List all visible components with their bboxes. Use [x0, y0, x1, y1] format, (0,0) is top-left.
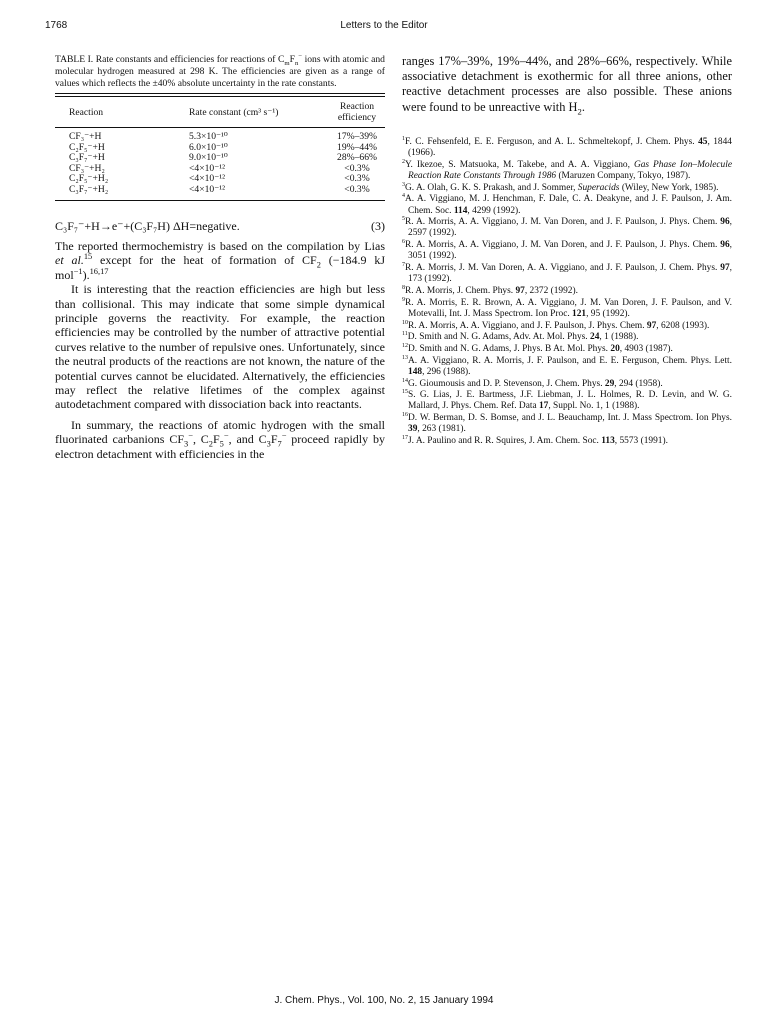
reference-item: $^{17}$J. A. Paulino and R. R. Squires, J. Am. Chem. Soc. 113, 5573 (1991). [402, 434, 668, 447]
reference-item: $^{13}$A. A. Viggiano, R. A. Morris, J. F. Paulson, and E. E. Ferguson, Chem. Phys. Lett. 148, 296 (1988). [402, 354, 732, 377]
left-body-text [55, 239, 385, 461]
table-row: C₃F₇⁻+H 9.0×10⁻¹⁰ 28%–66% [69, 152, 377, 163]
table-header-row [55, 97, 385, 128]
col-header-efficiency: Reaction efficiency [337, 101, 377, 123]
reference-number: 10 [402, 319, 408, 326]
page-footer: J. Chem. Phys., Vol. 100, No. 2, 15 January 1994 [274, 995, 494, 1006]
reference-item: $^1$F. C. Fehsenfeld, E. E. Ferguson, and A. L. Schmeltekopf, J. Chem. Phys. 45, 1844 (1966). [402, 135, 732, 159]
table-row: C₂F₅⁻+H₂ <4×10⁻¹² <0.3% [69, 173, 370, 184]
reference-number: 4 [402, 193, 405, 200]
reference-item: $^3$G. A. Olah, G. K. S. Prakash, and J. Sommer, Superacids (Wiley, New York, 1985). [402, 181, 719, 193]
reference-number: 13 [402, 354, 408, 361]
reference-number: 11 [402, 331, 408, 338]
right-body-text [402, 54, 732, 115]
col-header-rate: Rate constant (cm³ s⁻¹) [189, 106, 279, 118]
reference-number: 5 [402, 216, 405, 223]
table-row: C₃F₇⁻+H₂ <4×10⁻¹² <0.3% [69, 183, 370, 195]
reference-item: $^{11}$D. Smith and N. G. Adams, Adv. At. Mol. Phys. 24, 1 (1988). [402, 331, 639, 343]
reference-number: 3 [402, 181, 405, 188]
equation-text: C₃F₇⁻+H→e⁻+(C₃F₇H) ΔH=negative. [55, 219, 240, 233]
table-row: CF₃⁻+H₂ <4×10⁻¹² <0.3% [69, 162, 370, 174]
table-row: C₂F₅⁻+H 6.0×10⁻¹⁰ 19%–44% [69, 141, 377, 153]
reference-number: 6 [402, 239, 405, 246]
paragraph: It is interesting that the reaction efficiencies are high but less than collisional. This may indicate that some simple dynamical principle governs the reactivity. For example, the reaction efficiencies may be controlled by the number of attractive potential curves relative to the number of repulsive ones. Unfortunately, since the neutral products of the reactions are not known, the nature of the potential curves cannot be elucidated. Alternatively, the efficiencies may reflect the relative lifetimes of the complex against autodetachment compared with dissociation back into reactants. [55, 282, 385, 412]
rate-table [55, 97, 385, 200]
reference-item: $^{15}$S. G. Lias, J. E. Bartmess, J.F. Liebman, J. L. Holmes, R. D. Levin, and W. G. Mallard, J. Phys. Chem. Ref. Data 17, Suppl. No. 1, 1 (1988). [402, 389, 732, 412]
running-header: Letters to the Editor [340, 20, 428, 31]
reference-number: 16 [402, 412, 408, 419]
reference-number: 8 [402, 284, 405, 291]
reference-item: $^{16}$D. W. Berman, D. S. Bomse, and J. L. Beauchamp, Int. J. Mass Spectrom. Ion Phys. 39, 263 (1981). [402, 412, 732, 435]
equation-3 [55, 219, 385, 233]
paragraph: In summary, the reactions of atomic hydrogen with the small fluorinated carbanions $CF_3^-$, $C_2F_5^-$, and $C_3F_7^-$ proceed rapidly by electron detachment with efficiencies in the [55, 417, 385, 461]
reference-item: $^4$A. A. Viggiano, M. J. Henchman, F. Dale, C. A. Deakyne, and J. F. Paulson, J. Am. Chem. Soc. 114, 4299 (1992). [402, 193, 732, 216]
paragraph: ranges 17%–39%, 19%–44%, and 28%–66%, respectively. While associative detachment is exothermic for all three anions, other reactive detachment processes are also possible. These anions were found to be unreactive with $H_2$. [402, 54, 732, 117]
reference-number: 7 [402, 261, 405, 268]
reference-number: 2 [402, 158, 405, 165]
reference-item: $^9$R. A. Morris, E. R. Brown, A. A. Viggiano, J. M. Van Doren, J. F. Paulson, and V. Motevalli, Int. J. Mass Spectrom. Ion Proc. 121, 95 (1992). [402, 296, 732, 319]
reference-item: $^7$R. A. Morris, J. M. Van Doren, A. A. Viggiano, and J. F. Paulson, J. Chem. Phys. 97, 173 (1992). [402, 261, 732, 285]
reference-item: $^2$Y. Ikezoe, S. Matsuoka, M. Takebe, and A. A. Viggiano, Gas Phase Ion–Molecule Reaction Rate Constants Through 1986 (Maruzen Company, Tokyo, 1987). [402, 158, 732, 181]
right-column [402, 54, 732, 448]
equation-number: (3) [371, 219, 385, 233]
reference-item: $^{12}$D. Smith and N. G. Adams, J. Phys. B At. Mol. Phys. 20, 4903 (1987). [402, 342, 673, 354]
reference-number: 14 [402, 377, 408, 384]
left-column [55, 54, 385, 461]
reference-number: 12 [402, 342, 408, 349]
col-header-reaction: Reaction [69, 106, 104, 118]
reference-number: 15 [402, 389, 408, 396]
reference-item: $^5$R. A. Morris, A. A. Viggiano, J. M. Van Doren, and J. F. Paulson, J. Phys. Chem. 96, 2597 (1992). [402, 216, 732, 239]
table-label: TABLE I. [55, 54, 94, 65]
reference-number: 1 [402, 135, 405, 142]
table-bottom-rule [55, 200, 385, 201]
references-list [402, 137, 732, 447]
page-number: 1768 [45, 20, 68, 31]
table-caption: TABLE I. Rate constants and efficiencies for reactions of $C_mF_n^-$ ions with atomic and molecular hydrogen measured at 298 K. The efficiencies are given as a range of values which reflects the ±40% absolute uncertainty in the rate constants. [55, 52, 385, 89]
reference-item: $^{14}$G. Gioumousis and D. P. Stevenson, J. Chem. Phys. 29, 294 (1958). [402, 377, 663, 389]
reference-item: $^{10}$R. A. Morris, A. A. Viggiano, and J. F. Paulson, J. Phys. Chem. 97, 6208 (1993). [402, 319, 710, 331]
reference-number: 9 [402, 296, 405, 303]
paragraph: The reported thermochemistry is based on the compilation by Lias et al.$^{15}$ except for the heat of formation of $CF_2$ (−184.9 kJ mol$^{-1}$).$^{16,17}$ [55, 239, 386, 282]
table-row: CF₃⁻+H 5.3×10⁻¹⁰ 17%–39% [69, 131, 377, 142]
reference-number: 17 [402, 434, 408, 441]
reference-item: $^6$R. A. Morris, A. A. Viggiano, J. M. Van Doren, and J. F. Paulson, J. Phys. Chem. 96, 3051 (1992). [402, 239, 732, 262]
reference-item: $^8$R. A. Morris, J. Chem. Phys. 97, 2372 (1992). [402, 284, 578, 296]
